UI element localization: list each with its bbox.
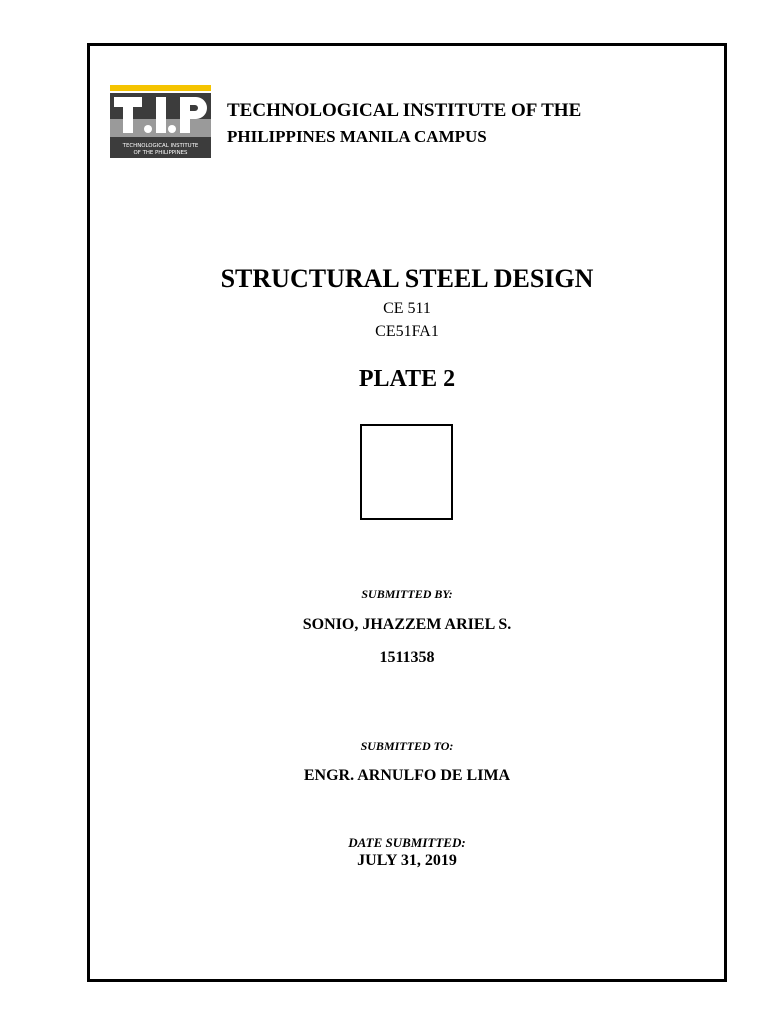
photo-placeholder-box	[360, 424, 453, 520]
submitted-to-label: SUBMITTED TO:	[360, 739, 454, 753]
logo-caption-line2: OF THE PHILIPPINES	[133, 150, 188, 156]
course-section: CE51FA1	[375, 323, 439, 340]
course-code: CE 511	[383, 300, 431, 317]
institution-line2: PHILIPPINES MANILA CAMPUS	[227, 127, 487, 146]
plate-title: PLATE 2	[358, 366, 456, 392]
student-id: 1511358	[379, 649, 435, 666]
tip-logo	[110, 85, 211, 158]
date-submitted-value: JULY 31, 2019	[357, 852, 457, 869]
logo-caption-line1: TECHNOLOGICAL INSTITUTE	[122, 143, 199, 149]
institution-line1: TECHNOLOGICAL INSTITUTE OF THE	[227, 100, 582, 121]
course-title: STRUCTURAL STEEL DESIGN	[220, 264, 594, 293]
date-submitted-label: DATE SUBMITTED:	[348, 835, 466, 850]
instructor-name: ENGR. ARNULFO DE LIMA	[303, 767, 511, 784]
institution-name	[227, 98, 581, 150]
student-name: SONIO, JHAZZEM ARIEL S.	[302, 616, 512, 633]
submitted-by-label: SUBMITTED BY:	[361, 587, 453, 601]
